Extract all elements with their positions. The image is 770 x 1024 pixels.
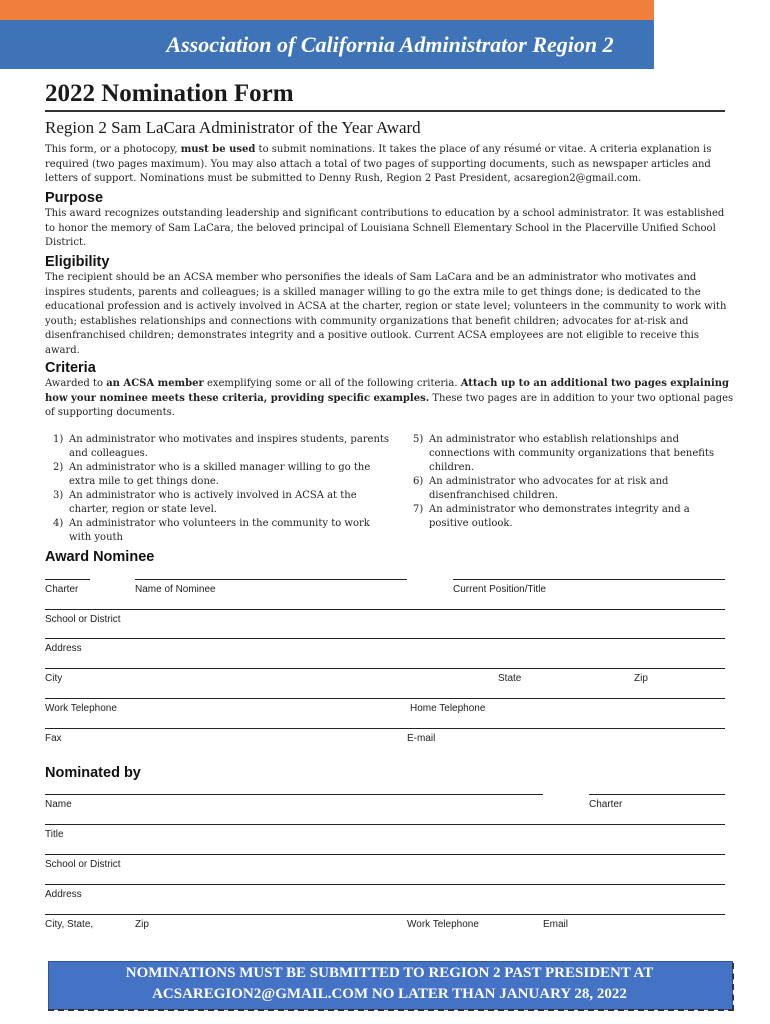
nominee-home-phone-label: Home Telephone (410, 703, 486, 714)
nominator-title-label: Title (45, 829, 64, 840)
nominee-fax-line[interactable] (45, 728, 725, 729)
nominee-charter-line[interactable] (45, 579, 90, 580)
nominee-email-label: E-mail (407, 733, 436, 744)
criteria-item: 2) An administrator who is a skilled manager willing to go the extra mile to get things done. (53, 462, 371, 487)
nominee-city-label: City (45, 673, 63, 684)
nominee-city-line[interactable] (45, 668, 725, 669)
nominator-name-label: Name (45, 799, 72, 810)
eligibility-heading: Eligibility (45, 254, 110, 270)
criteria-heading: Criteria (45, 360, 96, 376)
nominee-school-line[interactable] (45, 609, 725, 610)
intro-paragraph: This form, or a photocopy, must be used to submit nominations. It takes the place of any résumé or vitae. A criteria explanation is required (two pages maximum). You may also attach a total of two pages of supporting documents, such as newspaper articles and letters of support. Nominations must be submitted to Denny Rush, Region 2 Past President, acsaregion2@gmail.com. (45, 144, 712, 184)
nominee-zip-label: Zip (634, 673, 648, 684)
eligibility-text: The recipient should be an ACSA member who personifies the ideals of Sam LaCara and be an administrator who motivates and inspires students, parents and colleagues; is a skilled manager willing to go the extra mile to get things done; is dedicated to the educational profession and is actively involved in ACSA at the charter, region or state level; volunteers in the community to work with youth; establishes relationships and connections with community organizations that benefit children; advocates for at-risk and disenfranchised children; demonstrates integrity and a positive outlook. Current ACSA employees are not eligible to receive this award. (45, 272, 727, 356)
deadline-notice-line2: ACSAREGION2@GMAIL.COM NO LATER THAN JANUARY 28, 2022 (152, 986, 627, 1002)
criteria-item: 5) An administrator who establish relationships and connections with community organizations that benefits children. (413, 434, 715, 473)
title-divider (45, 110, 725, 112)
deadline-notice-text (48, 963, 731, 1005)
criteria-item: 6) An administrator who advocates for at risk and disenfranchised children. (413, 476, 669, 501)
notice-dashed-border-right (732, 963, 734, 1011)
nominee-fax-label: Fax (45, 733, 62, 744)
nominee-address-line[interactable] (45, 638, 725, 639)
criteria-list-left (45, 433, 390, 545)
nominator-work-phone-label: Work Telephone (407, 919, 479, 930)
nominee-position-line[interactable] (453, 579, 725, 580)
nominator-city-line[interactable] (45, 914, 725, 915)
nominee-school-label: School or District (45, 614, 121, 625)
nominator-email-label: Email (543, 919, 569, 930)
criteria-list-right (405, 433, 715, 531)
purpose-text: This award recognizes outstanding leadership and significant contributions to education by a school administrator. It was established to honor the memory of Sam LaCara, the beloved principal of Louisiana Schnell Elementary School in the Placerville Unified School District. (45, 208, 725, 248)
nominator-zip-label: Zip (135, 919, 149, 930)
nominator-address-line[interactable] (45, 884, 725, 885)
banner-title: Association of California Administrator Region 2 (166, 32, 614, 57)
criteria-item: 4) An administrator who volunteers in the community to work with youth (53, 518, 370, 543)
award-nominee-heading: Award Nominee (45, 549, 155, 565)
criteria-intro: Awarded to an ACSA member exemplifying some or all of the following criteria. Attach up to an additional two pages explaining how your nominee meets these criteria, providing specific examples. These two pages are in addition to your two optional pages of supporting documents. (45, 378, 734, 418)
nominator-charter-label: Charter (589, 799, 623, 810)
nominee-position-label: Current Position/Title (453, 584, 546, 595)
nominee-charter-label: Charter (45, 584, 79, 595)
nominee-work-phone-label: Work Telephone (45, 703, 117, 714)
nominator-school-line[interactable] (45, 854, 725, 855)
award-title: Region 2 Sam LaCara Administrator of the Year Award (45, 118, 421, 137)
nominator-city-state-label: City, State, (45, 919, 94, 930)
nominator-charter-line[interactable] (589, 794, 725, 795)
criteria-item: 7) An administrator who demonstrates integrity and a positive outlook. (413, 504, 690, 529)
nominator-address-label: Address (45, 889, 82, 900)
nominee-name-line[interactable] (135, 579, 407, 580)
nominated-by-heading: Nominated by (45, 765, 141, 781)
deadline-notice-line1: NOMINATIONS MUST BE SUBMITTED TO REGION 2 PAST PRESIDENT AT (125, 965, 654, 981)
purpose-heading: Purpose (45, 190, 104, 206)
header-accent-bar (0, 0, 654, 20)
notice-dashed-border-bottom (48, 1009, 734, 1011)
criteria-item: 1) An administrator who motivates and inspires students, parents and colleagues. (53, 434, 390, 459)
form-title: 2022 Nomination Form (45, 80, 294, 107)
criteria-item: 3) An administrator who is actively involved in ACSA at the charter, region or state level. (53, 490, 357, 515)
nominator-name-line[interactable] (45, 794, 543, 795)
nominee-name-label: Name of Nominee (135, 584, 216, 595)
nominee-address-label: Address (45, 643, 82, 654)
nominator-school-label: School or District (45, 859, 121, 870)
nominee-phone-line[interactable] (45, 698, 725, 699)
nominator-title-line[interactable] (45, 824, 725, 825)
nominee-state-label: State (498, 673, 522, 684)
